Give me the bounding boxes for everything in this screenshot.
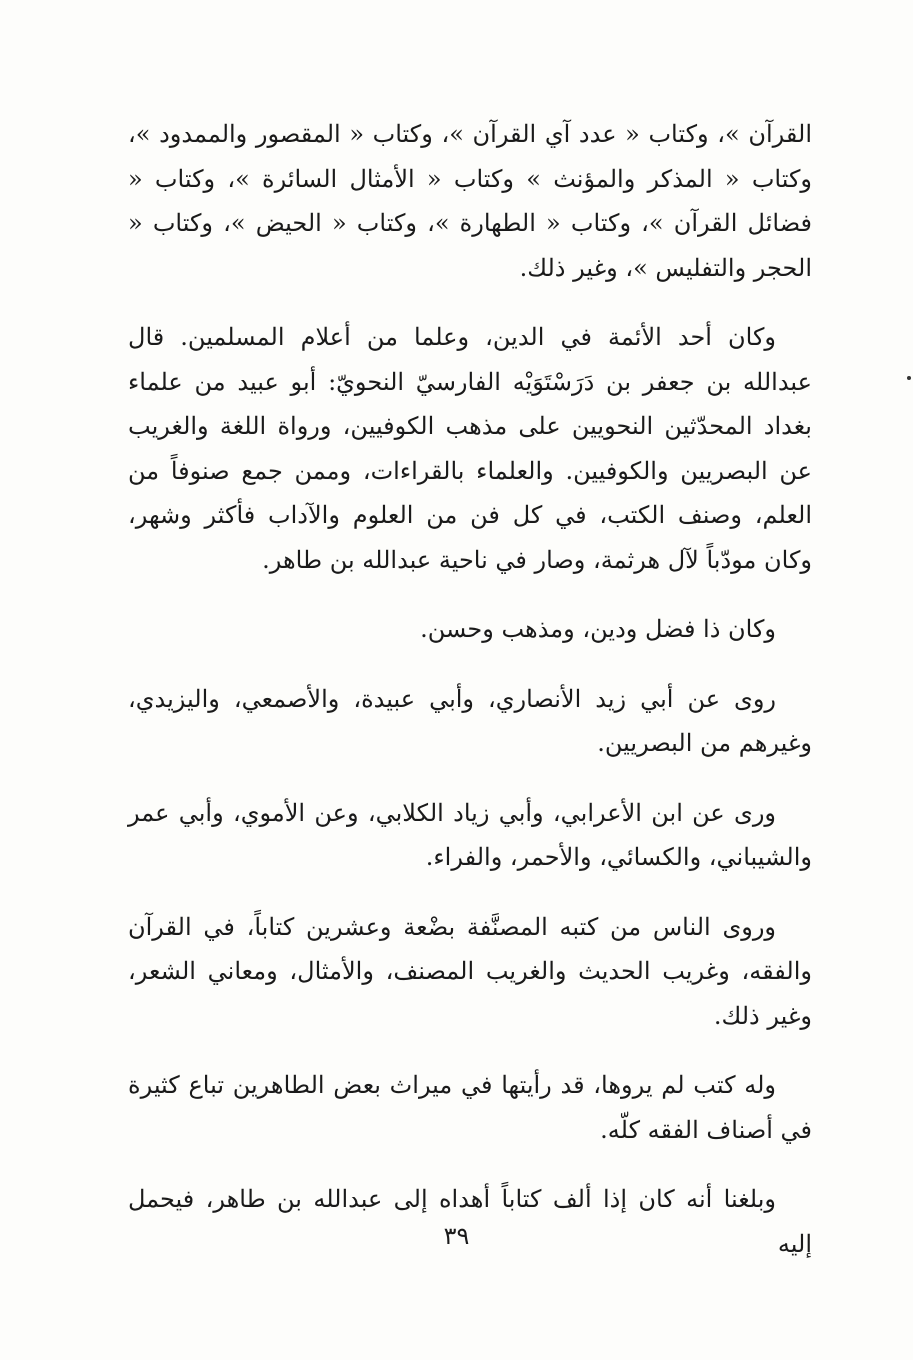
stray-ink-mark xyxy=(907,376,911,380)
paragraph: وكان ذا فضل ودين، ومذهب وحسن. xyxy=(420,615,776,643)
paragraph: وله كتب لم يروها، قد رأيتها في ميراث بعض الطاهرين تباع كثيرة في أصناف الفقه كلّه. xyxy=(128,1071,812,1144)
paragraph: وبلغنا أنه كان إذا ألف كتاباً أهداه إلى عبدالله بن طاهر، فيحمل إليه xyxy=(128,1185,812,1258)
paragraph: وروى الناس من كتبه المصنَّفة بضْعة وعشرين كتاباً، في القرآن والفقه، وغريب الحديث والغريب المصنف، والأمثال، ومعاني الشعر، وغير ذلك. xyxy=(128,912,812,1030)
paragraph: روى عن أبي زيد الأنصاري، وأبي عبيدة، والأصمعي، واليزيدي، وغيرهم من البصريين. xyxy=(128,684,812,757)
body-text xyxy=(128,112,812,1291)
paragraph-continuation: القرآن »، وكتاب « عدد آي القرآن »، وكتاب « المقصور والممدود »، وكتاب « المذكر والمؤنث » وكتاب « الأمثال السائرة »، وكتاب « فضائل القرآن »، وكتاب « الطهارة »، وكتاب « الحيض »، وكتاب « الحجر والتفليس »، وغير ذلك. xyxy=(128,120,812,282)
page-number: ٣٩ xyxy=(443,1222,470,1250)
paragraph: وكان أحد الأئمة في الدين، وعلما من أعلام المسلمين. قال عبدالله بن جعفر بن دَرَسْتَوَيْه الفارسيّ النحويّ: أبو عبيد من علماء بغداد المحدّثين النحويين على مذهب الكوفيين، ورواة اللغة والغريب عن البصريين والكوفيين. والعلماء بالقراءات، وممن جمع صنوفاً من العلم، وصنف الكتب، في كل فن من العلوم والآداب فأكثر وشهر، وكان مودّباً لآل هرثمة، وصار في ناحية عبدالله بن طاهر. xyxy=(128,323,812,574)
paragraph: ورى عن ابن الأعرابي، وأبي زياد الكلابي، وعن الأموي، وأبي عمر والشيباني، والكسائي، والأحمر، والفراء. xyxy=(128,798,812,871)
